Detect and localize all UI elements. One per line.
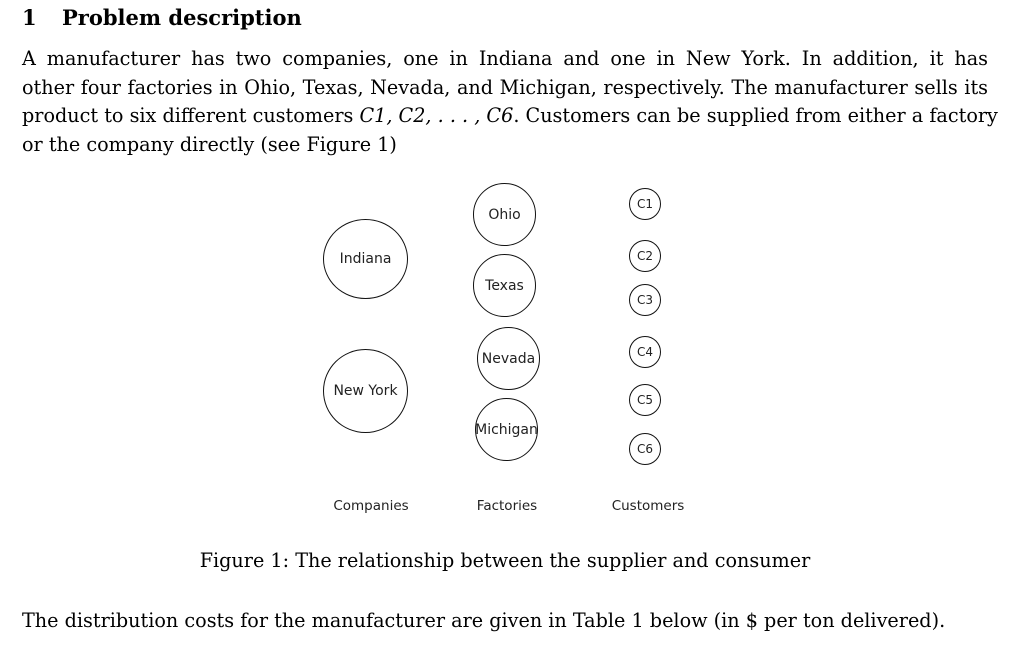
column-label-companies: Companies — [333, 498, 409, 514]
customer-range-math: C1, C2, . . . , C6 — [359, 104, 514, 127]
customer-node-c3: C3 — [629, 284, 661, 316]
factory-node-ohio: Ohio — [473, 183, 536, 246]
footer-paragraph: The distribution costs for the manufacturer are given in Table 1 below (in $ per ton delivered). — [22, 609, 946, 632]
paragraph-line-4: or the company directly (see Figure 1) — [22, 132, 397, 156]
paragraph-line-2: other four factories in Ohio, Texas, Nevada, and Michigan, respectively. The manufacturer sells its — [22, 75, 988, 99]
paragraph-line-3-start: product to six different customers — [22, 104, 360, 127]
factory-node-nevada: Nevada — [477, 327, 540, 390]
problem-paragraph — [22, 45, 998, 159]
paragraph-line-1: A manufacturer has two companies, one in Indiana and one in New York. In addition, it has — [22, 47, 988, 70]
section-number: 1 — [22, 5, 37, 30]
factory-node-michigan: Michigan — [475, 398, 538, 461]
section-title: Problem description — [62, 5, 302, 30]
company-node-indiana: Indiana — [323, 219, 408, 299]
company-node-new-york: New York — [323, 349, 408, 433]
column-label-factories: Factories — [476, 498, 538, 514]
figure-caption: Figure 1: The relationship between the supplier and consumer — [199, 549, 811, 572]
customer-node-c4: C4 — [629, 336, 661, 368]
customer-node-c1: C1 — [629, 188, 661, 220]
customer-node-c5: C5 — [629, 384, 661, 416]
customer-node-c2: C2 — [629, 240, 661, 272]
customer-node-c6: C6 — [629, 433, 661, 465]
paragraph-line-3-end: . Customers can be supplied from either a factory — [513, 104, 998, 127]
section-heading — [22, 5, 302, 30]
paragraph-line-3 — [22, 102, 998, 131]
column-label-customers: Customers — [611, 498, 685, 514]
factory-node-texas: Texas — [473, 254, 536, 317]
